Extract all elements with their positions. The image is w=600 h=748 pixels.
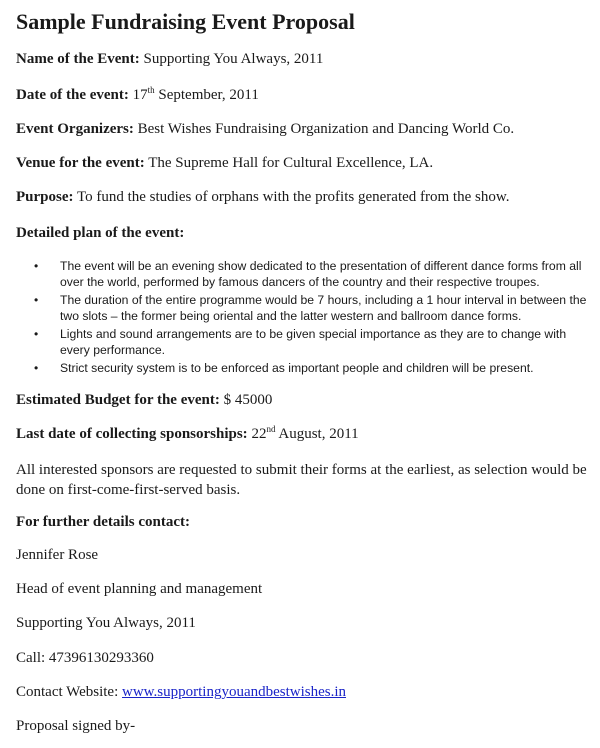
last-date-suffix: nd [266, 424, 276, 434]
bullet-icon: • [34, 293, 39, 307]
list-item: • The event will be an evening show dedicated to the presentation of different dance forms from all over the world, performed by famous dancers of the country and their respective troupes. [34, 259, 582, 289]
budget-line [16, 392, 272, 409]
event-date-rest: September, 2011 [158, 87, 259, 103]
bullet-icon: • [34, 361, 39, 375]
contact-website-line [16, 684, 346, 701]
list-item: • Lights and sound arrangements are to be given special importance as they are to change with every performance. [34, 327, 567, 357]
event-name-value: Supporting You Always, 2011 [143, 51, 324, 67]
contact-heading: For further details contact: [16, 514, 190, 530]
purpose-value: To fund the studies of orphans with the profits generated from the show. [76, 189, 510, 205]
contact-org: Supporting You Always, 2011 [16, 615, 196, 631]
purpose-label: Purpose: [16, 189, 74, 205]
event-date-line [16, 87, 259, 104]
detailed-plan-heading: Detailed plan of the event: [16, 225, 185, 241]
last-date-line [16, 426, 359, 443]
contact-call: Call: 47396130293360 [16, 650, 154, 666]
last-date-day: 22 [251, 426, 267, 442]
contact-name: Jennifer Rose [16, 547, 99, 563]
venue-line [16, 155, 433, 172]
organizers-label: Event Organizers: [16, 121, 134, 137]
contact-role: Head of event planning and management [16, 581, 263, 597]
organizers-line [16, 121, 514, 138]
sponsors-note: All interested sponsors are requested to submit their forms at the earliest, as selection would be done on first-come-first-served basis. [16, 462, 587, 498]
document-title: Sample Fundraising Event Proposal [16, 9, 355, 34]
event-date-day: 17 [132, 87, 148, 103]
contact-website-link[interactable]: www.supportingyouandbestwishes.in [122, 684, 347, 700]
list-item: • Strict security system is to be enforced as important people and children will be present. [34, 361, 534, 375]
last-date-rest: August, 2011 [278, 426, 359, 442]
detailed-plan-list [16, 258, 588, 378]
purpose-line [16, 189, 509, 206]
venue-value: The Supreme Hall for Cultural Excellence, LA. [148, 155, 434, 171]
organizers-value: Best Wishes Fundraising Organization and Dancing World Co. [137, 121, 515, 137]
last-date-label: Last date of collecting sponsorships: [16, 426, 248, 442]
bullet-icon: • [34, 327, 39, 341]
event-date-suffix: th [147, 85, 155, 95]
budget-label: Estimated Budget for the event: [16, 392, 220, 408]
event-date-label: Date of the event: [16, 87, 129, 103]
contact-website-label: Contact Website: [16, 684, 119, 700]
event-name-line [16, 51, 323, 68]
budget-value: $ 45000 [223, 392, 273, 408]
venue-label: Venue for the event: [16, 155, 145, 171]
list-item: • The duration of the entire programme would be 7 hours, including a 1 hour interval in between the two slots – the former being oriental and the latter western and ballroom dance forms. [34, 293, 587, 323]
signed-by-line: Proposal signed by- [16, 718, 136, 734]
event-name-label: Name of the Event: [16, 51, 140, 67]
bullet-icon: • [34, 259, 39, 273]
